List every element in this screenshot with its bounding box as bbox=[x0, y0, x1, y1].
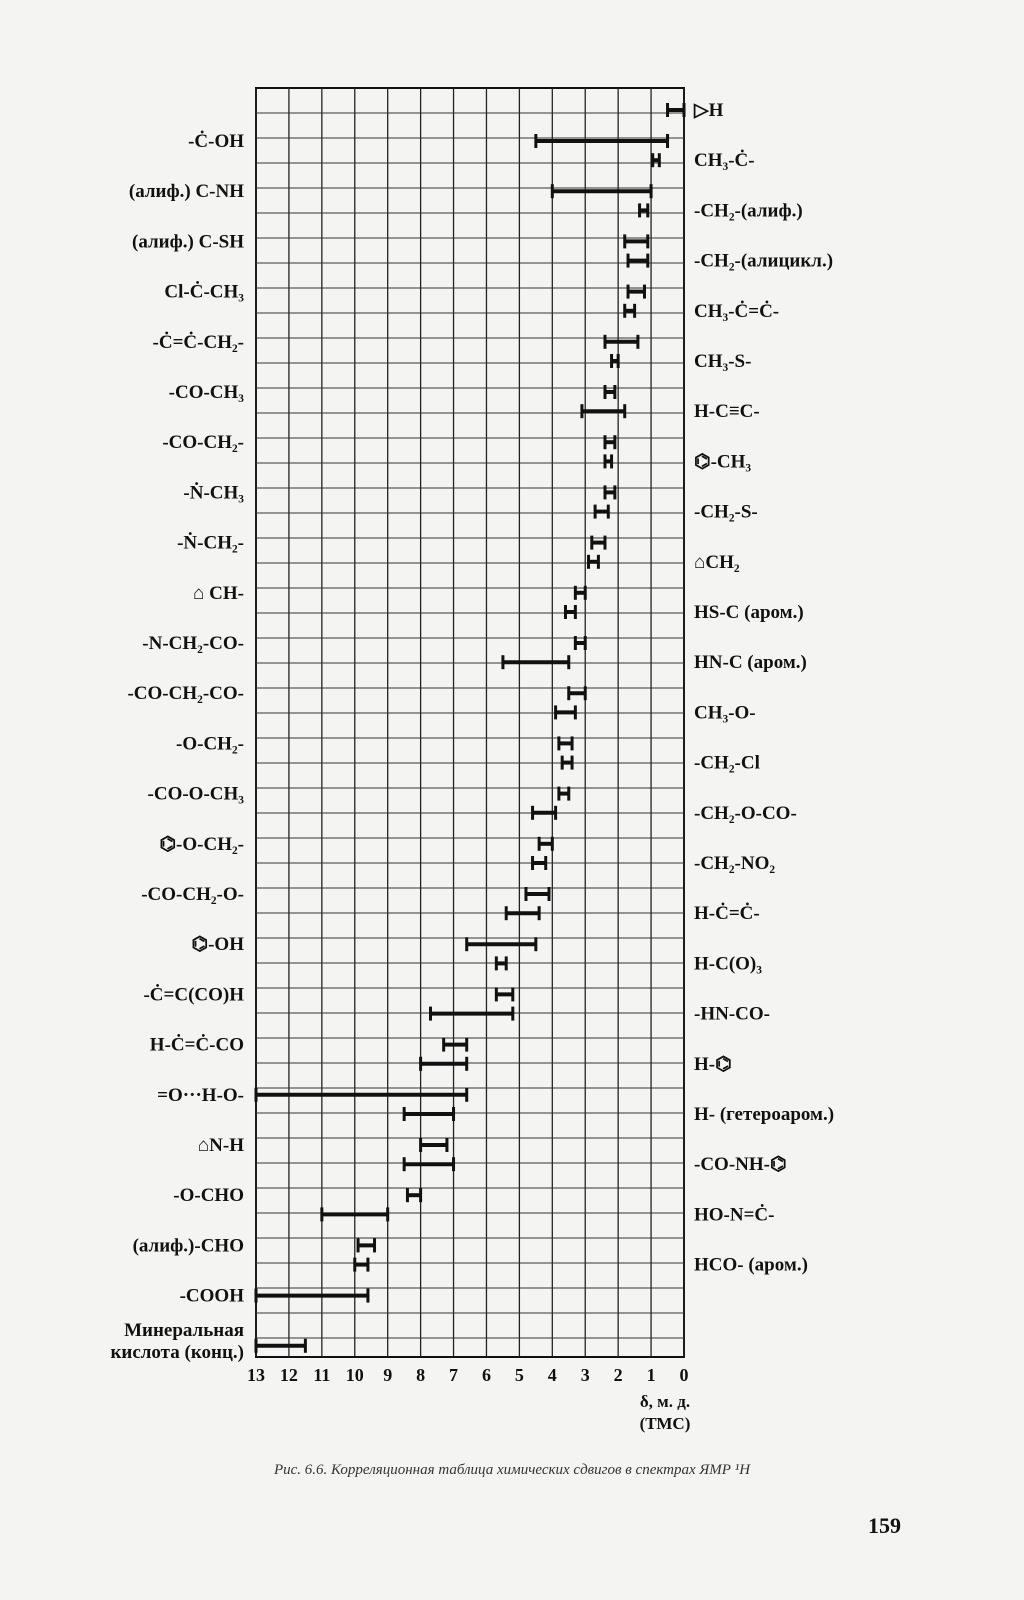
left-group-label: -CO-CH₂-CO- bbox=[127, 683, 244, 705]
right-group-label: H- (гетероаром.) bbox=[694, 1104, 835, 1125]
left-range-mark bbox=[625, 234, 648, 248]
left-group-label: -CO-O-CH₃ bbox=[147, 783, 244, 805]
left-range-mark bbox=[605, 435, 615, 449]
left-group-label: -Ṅ-CH₃ bbox=[183, 482, 244, 504]
right-range-mark bbox=[506, 906, 539, 920]
right-group-label: HO-N=Ċ- bbox=[694, 1204, 775, 1226]
right-range-mark bbox=[421, 1057, 467, 1071]
left-group-label: -Ċ=Ċ-CH₂- bbox=[152, 331, 244, 353]
x-tick-label: 5 bbox=[514, 1365, 524, 1385]
x-tick-label: 4 bbox=[547, 1365, 557, 1385]
left-group-label: (алиф.)-CHO bbox=[132, 1235, 244, 1257]
figure-caption: Рис. 6.6. Корреляционная таблица химических сдвигов в спектрах ЯМР ¹H bbox=[273, 1462, 751, 1478]
left-range-mark bbox=[526, 887, 549, 901]
right-group-label: H-Ċ=Ċ- bbox=[694, 903, 760, 925]
left-group-label: -Ċ-OH bbox=[188, 131, 244, 152]
x-tick-label: 13 bbox=[247, 1365, 265, 1385]
left-range-mark bbox=[256, 1339, 305, 1353]
left-group-label: =O···H-O- bbox=[157, 1084, 244, 1106]
left-range-mark bbox=[628, 285, 644, 299]
left-group-label: (алиф.) C-NH bbox=[128, 181, 244, 203]
left-group-label: -Ṅ-CH₂- bbox=[177, 532, 244, 554]
right-group-label: ⌬-CH₃ bbox=[694, 451, 752, 473]
x-tick-label: 3 bbox=[580, 1365, 590, 1385]
right-range-mark bbox=[404, 1107, 453, 1121]
left-group-label: кислота (конц.) bbox=[110, 1341, 244, 1363]
right-group-label: -CH₂-Cl bbox=[694, 752, 760, 774]
right-range-mark bbox=[503, 655, 569, 669]
x-axis-reference: (ТМС) bbox=[639, 1414, 691, 1433]
left-range-mark bbox=[539, 837, 552, 851]
left-range-mark bbox=[256, 1088, 467, 1102]
right-range-mark bbox=[562, 756, 572, 770]
right-range-mark bbox=[565, 605, 575, 619]
right-range-mark bbox=[628, 254, 648, 268]
right-range-mark bbox=[640, 203, 648, 217]
left-group-label: (алиф.) C-SH bbox=[132, 231, 244, 253]
right-group-label: H-C≡C- bbox=[694, 401, 760, 423]
left-group-label: -O-CH₂- bbox=[176, 733, 244, 755]
left-range-mark bbox=[605, 385, 615, 399]
x-tick-label: 7 bbox=[449, 1365, 459, 1385]
right-group-label: -CO-NH-⌬ bbox=[694, 1154, 787, 1176]
right-group-label: CH₃-Ċ- bbox=[694, 150, 755, 172]
right-group-label: HS-C (аром.) bbox=[694, 602, 804, 623]
left-range-mark bbox=[444, 1038, 467, 1052]
left-range-mark bbox=[421, 1138, 447, 1152]
x-tick-label: 10 bbox=[345, 1365, 364, 1385]
right-group-label: -CH₂-(алицикл.) bbox=[694, 250, 834, 272]
x-tick-label: 1 bbox=[646, 1365, 656, 1385]
right-range-mark bbox=[496, 956, 506, 970]
right-range-mark bbox=[668, 103, 684, 117]
right-range-mark bbox=[430, 1007, 512, 1021]
left-range-mark bbox=[358, 1238, 374, 1252]
right-range-mark bbox=[612, 354, 619, 368]
right-group-label: HN-C (аром.) bbox=[694, 652, 807, 674]
right-range-mark bbox=[355, 1258, 368, 1272]
right-range-mark bbox=[595, 505, 608, 519]
left-range-mark bbox=[467, 937, 536, 951]
right-range-mark bbox=[556, 705, 576, 719]
left-group-label: -O-CHO bbox=[173, 1185, 244, 1207]
left-group-label: -COOH bbox=[179, 1285, 244, 1307]
left-group-label: ⌬-O-CH₂- bbox=[159, 833, 244, 855]
x-tick-label: 11 bbox=[313, 1365, 331, 1385]
right-range-mark bbox=[625, 304, 635, 318]
left-group-label: ⌬-OH bbox=[191, 934, 244, 956]
x-tick-label: 0 bbox=[679, 1365, 689, 1385]
left-range-mark bbox=[552, 184, 651, 198]
right-group-label: -CH₂-O-CO- bbox=[694, 802, 797, 824]
left-range-mark bbox=[559, 787, 569, 801]
left-range-mark bbox=[605, 335, 638, 349]
x-tick-label: 6 bbox=[481, 1365, 491, 1385]
page-number: 159 bbox=[868, 1513, 901, 1538]
right-group-label: CH₃-Ċ=Ċ- bbox=[694, 300, 780, 322]
right-range-mark bbox=[533, 856, 546, 870]
left-group-label: -CO-CH₂-O- bbox=[141, 884, 244, 905]
left-range-mark bbox=[536, 134, 668, 148]
left-range-mark bbox=[407, 1188, 420, 1202]
left-group-label: -CO-CH₃ bbox=[168, 382, 244, 403]
right-group-label: -HN-CO- bbox=[694, 1003, 770, 1025]
left-range-mark bbox=[496, 987, 512, 1001]
right-group-label: CH₃-O- bbox=[694, 702, 756, 724]
x-tick-label: 9 bbox=[383, 1365, 393, 1385]
right-range-mark bbox=[404, 1157, 453, 1171]
right-group-label: H-⌬ bbox=[694, 1053, 732, 1075]
right-group-label: -CH₂-(алиф.) bbox=[694, 200, 803, 222]
plot-frame bbox=[256, 88, 684, 1357]
right-group-label: CH₃-S- bbox=[694, 351, 752, 372]
left-group-label: -Ċ=C(CO)H bbox=[143, 984, 244, 1006]
x-tick-label: 2 bbox=[613, 1365, 623, 1385]
left-group-label: Cl-Ċ-CH₃ bbox=[164, 281, 244, 303]
right-range-mark bbox=[605, 454, 612, 468]
left-group-label: -N-CH₂-CO- bbox=[142, 633, 244, 654]
x-axis-label: δ, м. д. bbox=[639, 1392, 691, 1411]
right-range-mark bbox=[653, 153, 660, 167]
left-group-label: H-Ċ=Ċ-CO bbox=[149, 1034, 244, 1056]
right-group-label: H-C(O)₃ bbox=[694, 953, 762, 975]
right-group-label: -CH₂-S- bbox=[694, 501, 758, 523]
left-group-label: ⌂ CH- bbox=[193, 582, 244, 604]
right-range-mark bbox=[589, 555, 599, 569]
left-group-label: -CO-CH₂- bbox=[162, 432, 244, 454]
left-group-label: Минеральная bbox=[124, 1319, 244, 1341]
left-range-mark bbox=[256, 1289, 368, 1303]
x-tick-label: 8 bbox=[416, 1365, 426, 1385]
right-group-label: HCO- (аром.) bbox=[694, 1254, 808, 1276]
right-group-label: ⌂CH₂ bbox=[694, 551, 740, 573]
right-group-label: ▷H bbox=[694, 100, 724, 121]
x-tick-label: 12 bbox=[279, 1365, 298, 1385]
right-group-label: -CH₂-NO₂ bbox=[694, 853, 776, 874]
left-group-label: ⌂N-H bbox=[197, 1135, 244, 1156]
